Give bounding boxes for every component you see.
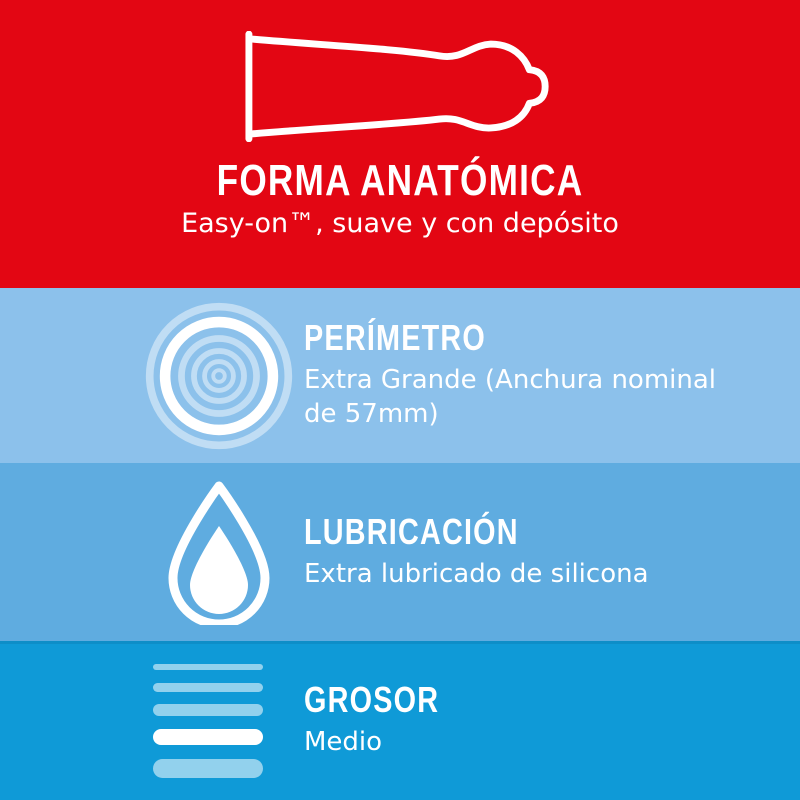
ring-outer: [150, 306, 289, 445]
thickness-bar-3: [153, 704, 263, 716]
thickness-bar-1: [153, 664, 263, 670]
condom-outline-graphic: [242, 31, 558, 142]
thickness-description: Medio: [304, 727, 383, 757]
lubrication-title: LUBRICACIÓN: [304, 510, 519, 552]
thickness-text: [304, 679, 473, 759]
thickness-bar-5: [153, 759, 263, 778]
perimeter-description: [304, 363, 716, 431]
thickness-bar-2: [153, 683, 263, 692]
ring-5: [205, 361, 234, 390]
perimeter-description-line2: de 57mm): [304, 399, 439, 429]
ring-4: [194, 350, 244, 400]
section-grosor: [0, 641, 800, 800]
thickness-bars-icon: [153, 664, 263, 778]
section-forma-anatomica: [0, 0, 800, 288]
section-perimetro: [0, 288, 800, 463]
perimeter-text: [304, 317, 717, 431]
ring-center: [213, 370, 225, 382]
lubrication-icon-column: [140, 479, 298, 625]
condom-outline-icon: [0, 0, 800, 142]
perimeter-title: PERÍMETRO: [304, 317, 487, 358]
water-drop-icon: [159, 479, 279, 625]
perimeter-icon-column: [140, 299, 298, 453]
concentric-rings-icon: [142, 299, 296, 453]
drop-fill: [190, 526, 248, 614]
section-lubricacion: [0, 463, 800, 641]
thickness-title: GROSOR: [304, 679, 440, 720]
thickness-icon-column: [140, 664, 298, 778]
section-subtitle: Easy-on™, suave y con depósito: [181, 208, 619, 240]
thickness-bar-4-selected: [153, 729, 263, 745]
section-title: FORMA ANATÓMICA: [216, 156, 584, 205]
condom-body-outline: [252, 39, 545, 134]
lubrication-description: Extra lubricado de silicona: [304, 558, 649, 589]
lubrication-text: [304, 510, 649, 591]
perimeter-description-line1: Extra Grande (Anchura nominal: [304, 365, 717, 395]
